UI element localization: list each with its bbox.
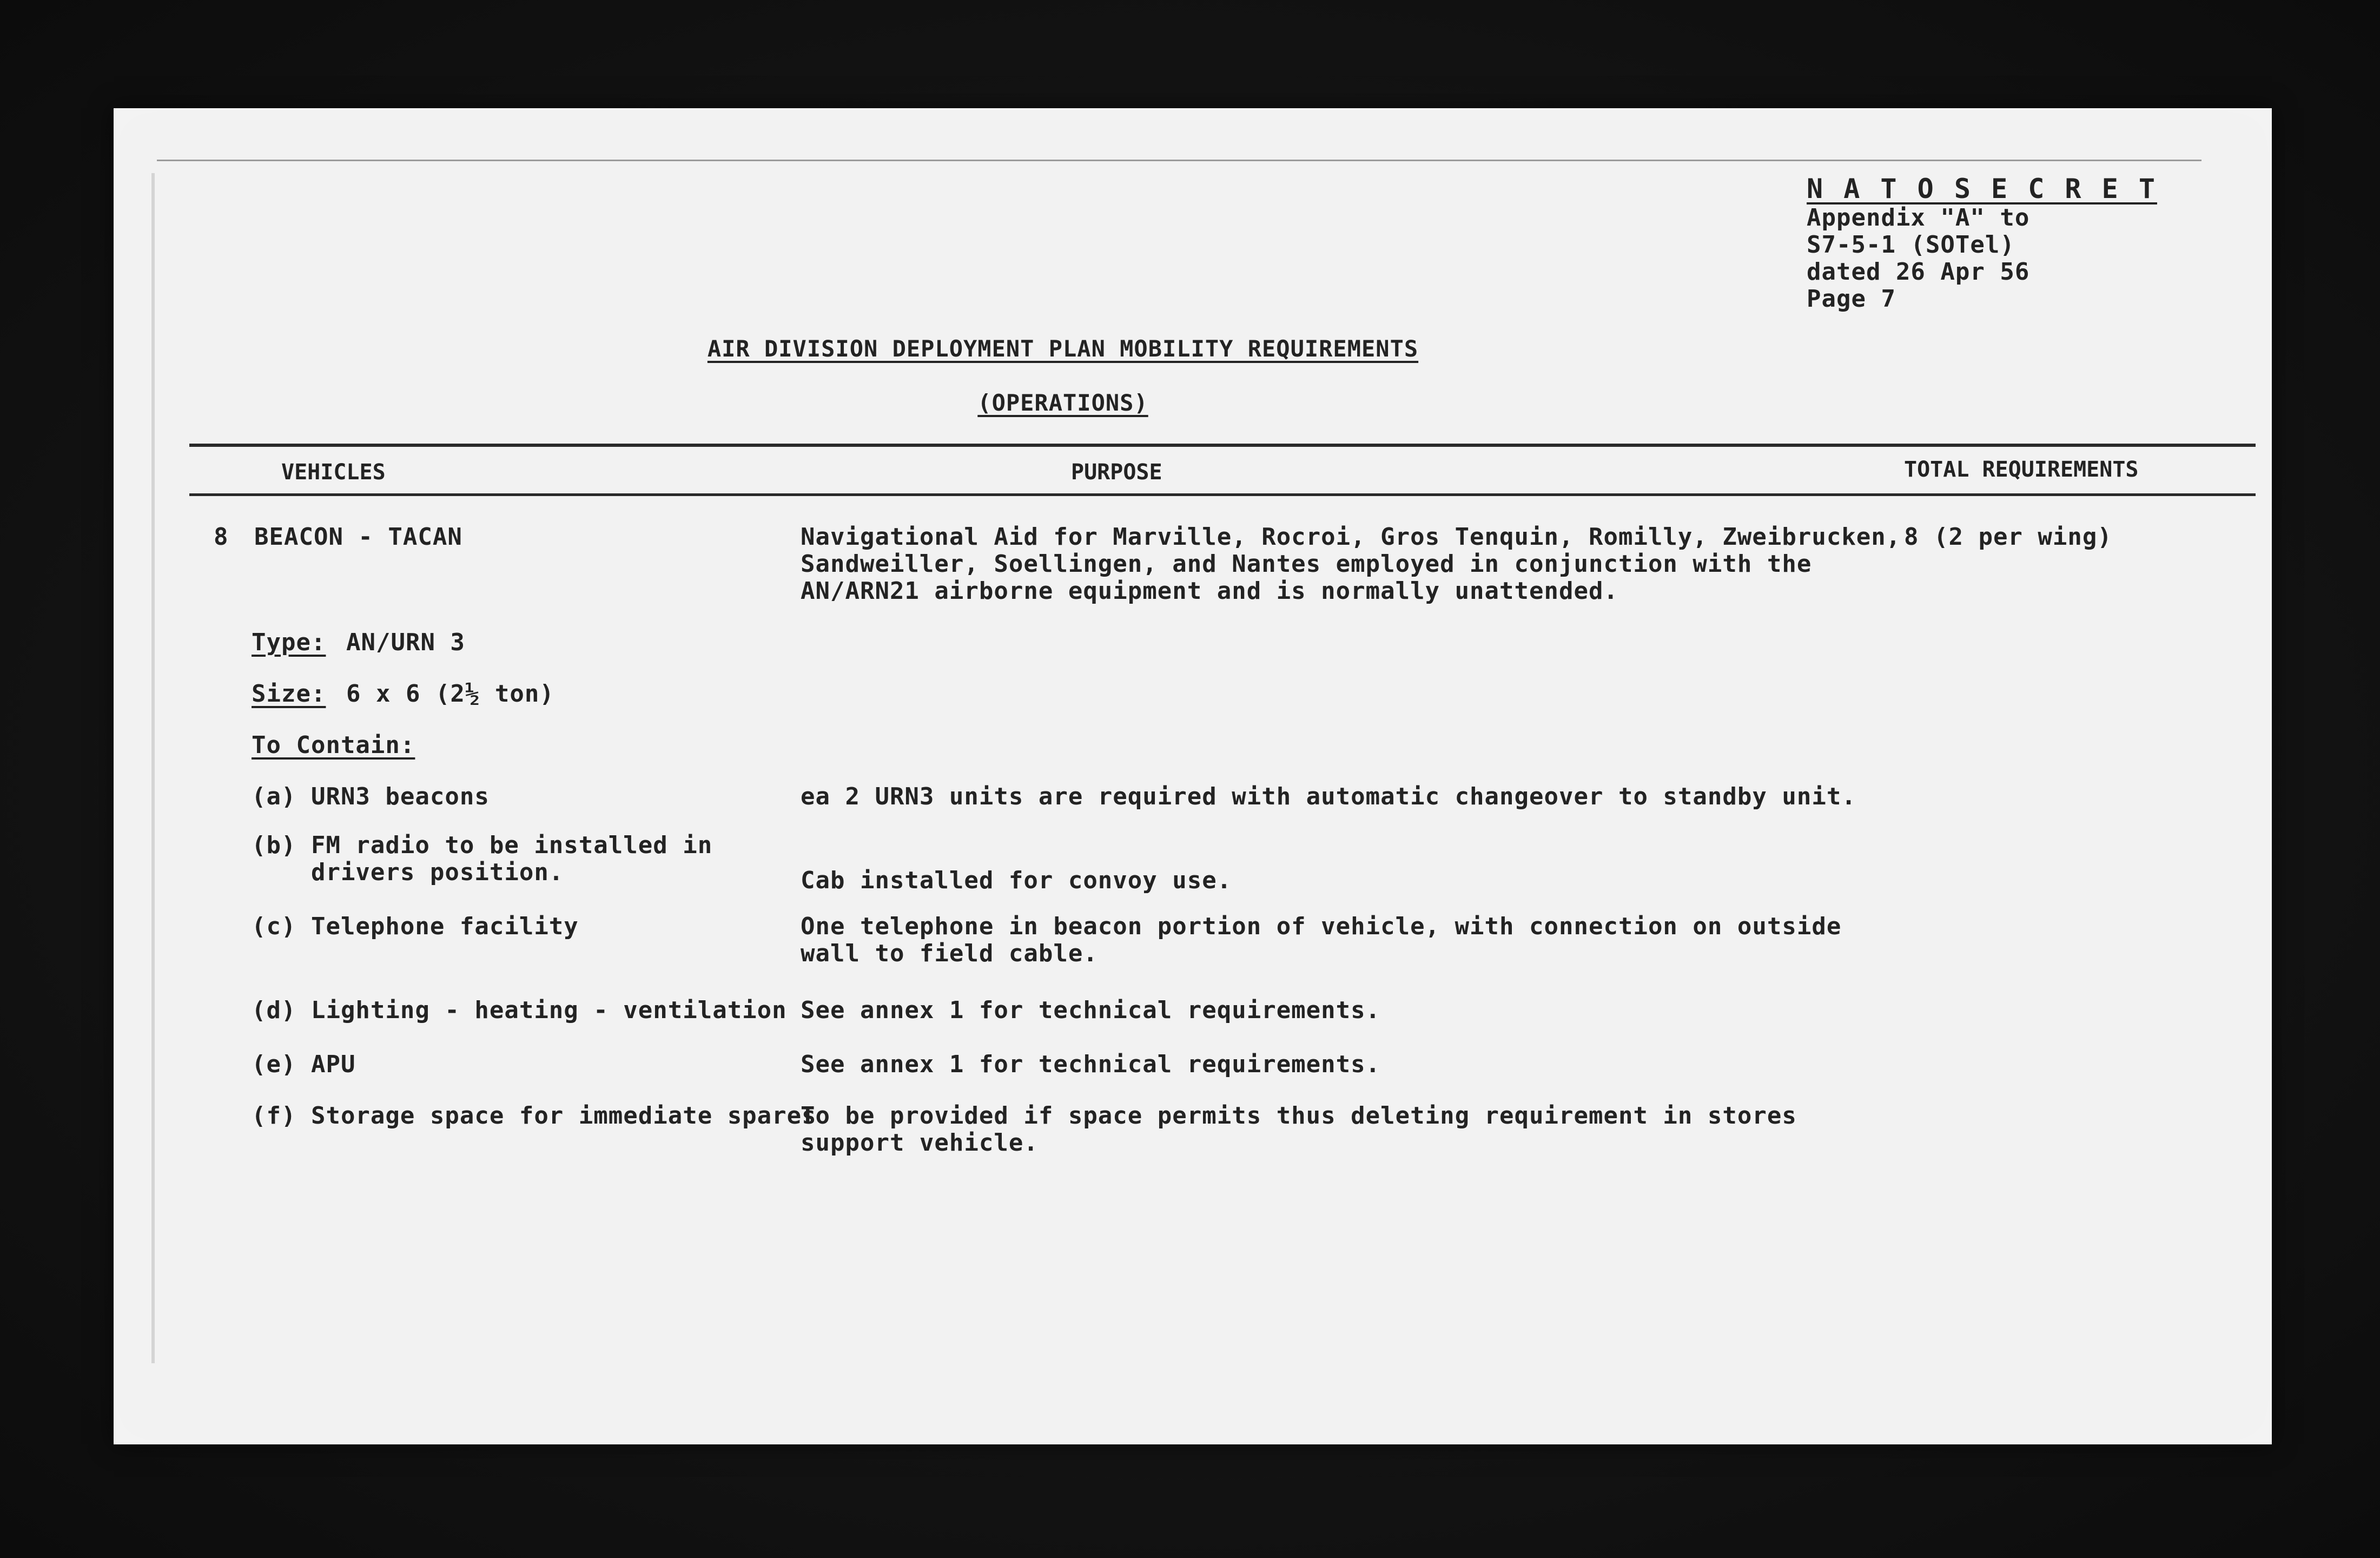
content-b-label-line-1: (b) FM radio to be installed in xyxy=(252,831,713,859)
date-line: dated 26 Apr 56 xyxy=(1807,258,2030,286)
content-f-label: (f) Storage space for immediate spares xyxy=(252,1102,817,1130)
content-d-label: (d) Lighting - heating - ventilation xyxy=(252,996,787,1024)
purpose-line-1: Navigational Aid for Marville, Rocroi, Gros Tenquin, Romilly, Zweibrucken, xyxy=(801,523,1901,551)
content-f-purpose-line-1: To be provided if space permits thus deleting requirement in stores xyxy=(801,1102,1797,1130)
table-header-rule xyxy=(189,493,2256,496)
total-requirement: 8 (2 per wing) xyxy=(1904,523,2112,551)
content-b-label-line-2: drivers position. xyxy=(252,859,564,886)
content-f-purpose-line-2: support vehicle. xyxy=(801,1129,1039,1157)
table-top-rule xyxy=(189,444,2256,447)
page-number: Page 7 xyxy=(1807,285,1896,313)
content-c-label: (c) Telephone facility xyxy=(252,913,579,940)
size-label: Size: xyxy=(252,680,326,708)
content-c-purpose-line-2: wall to field cable. xyxy=(801,940,1098,967)
header-total-requirements: TOTAL REQUIREMENTS xyxy=(1904,457,2139,482)
header-vehicles: VEHICLES xyxy=(281,460,386,485)
purpose-line-3: AN/ARN21 airborne equipment and is normally unattended. xyxy=(801,577,1618,605)
document-title: AIR DIVISION DEPLOYMENT PLAN MOBILITY REQUIREMENTS xyxy=(707,335,1419,362)
content-e-label: (e) APU xyxy=(252,1051,356,1078)
classification-marking: N A T O S E C R E T xyxy=(1807,173,2157,204)
content-d-purpose: See annex 1 for technical requirements. xyxy=(801,996,1381,1024)
vehicle-name: BEACON - TACAN xyxy=(254,523,462,551)
item-number: 8 xyxy=(214,523,229,551)
to-contain-label: To Contain: xyxy=(252,731,415,759)
reference-line: S7-5-1 (SOTel) xyxy=(1807,231,2015,259)
header-purpose: PURPOSE xyxy=(1071,460,1162,485)
purpose-line-2: Sandweiller, Soellingen, and Nantes employed in conjunction with the xyxy=(801,550,1812,578)
content-c-purpose-line-1: One telephone in beacon portion of vehicle, with connection on outside xyxy=(801,913,1842,940)
content-b-purpose: Cab installed for convoy use. xyxy=(801,867,1232,894)
size-value: 6 x 6 (2½ ton) xyxy=(346,680,554,708)
document-subtitle: (OPERATIONS) xyxy=(977,390,1148,416)
content-e-purpose: See annex 1 for technical requirements. xyxy=(801,1051,1381,1078)
content-a-label: (a) URN3 beacons xyxy=(252,783,490,810)
document-page xyxy=(114,108,2272,1444)
content-a-purpose: ea 2 URN3 units are required with automatic changeover to standby unit. xyxy=(801,783,1856,810)
type-label: Type: xyxy=(252,629,326,656)
type-value: AN/URN 3 xyxy=(346,629,465,656)
appendix-line: Appendix "A" to xyxy=(1807,204,2030,232)
